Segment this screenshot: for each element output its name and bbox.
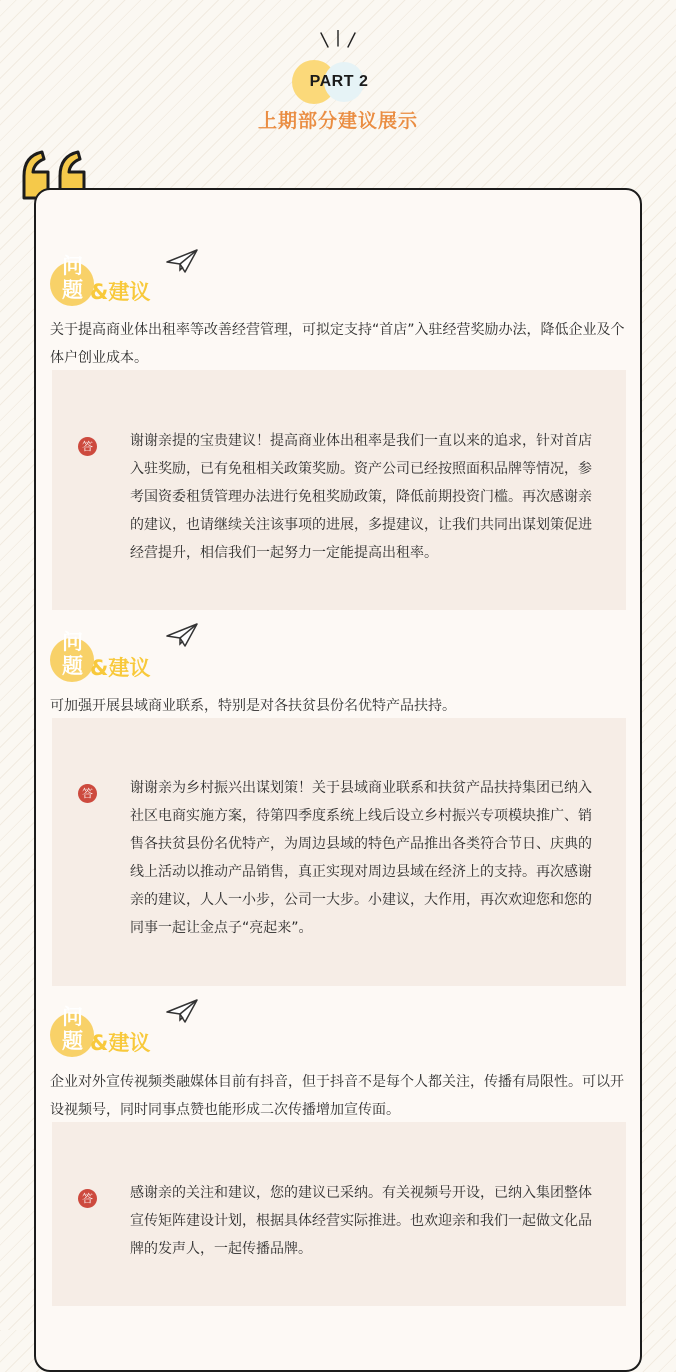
question-badge	[50, 630, 162, 686]
answer-icon: 答	[78, 784, 97, 803]
badge-char-wen: 问	[62, 254, 83, 278]
answer-icon: 答	[78, 437, 97, 456]
badge-char-wen: 问	[62, 630, 83, 654]
badge-char-ti: 题	[62, 1029, 83, 1053]
badge-suffix: &建议	[90, 656, 151, 680]
paper-plane-icon	[165, 998, 199, 1024]
question-badge	[50, 254, 162, 310]
question-text: 关于提高商业体出租率等改善经营管理，可拟定支持“首店”入驻经营奖励办法，降低企业及个体户创业成本。	[50, 322, 625, 366]
badge-char-ti: 题	[62, 654, 83, 678]
answer-panel	[52, 1122, 626, 1306]
paper-plane-icon	[165, 248, 199, 274]
sparkle-lines-icon	[318, 30, 358, 50]
answer-icon: 答	[78, 1189, 97, 1208]
question-text: 企业对外宣传视频类融媒体目前有抖音，但于抖音不是每个人都关注，传播有局限性。可以开设视频号，同时同事点赞也能形成二次传播增加宣传面。	[50, 1074, 624, 1118]
paper-plane-icon	[165, 622, 199, 648]
answer-text: 感谢亲的关注和建议，您的建议已采纳。有关视频号开设，已纳入集团整体宣传矩阵建设计划，根据具体经营实际推进。也欢迎亲和我们一起做文化品牌的发声人，一起传播品牌。	[130, 1185, 592, 1257]
question-badge	[50, 1005, 162, 1061]
section-title: 上期部分建议展示	[257, 110, 418, 132]
answer-panel	[52, 370, 626, 610]
answer-text: 谢谢亲为乡村振兴出谋划策！关于县域商业联系和扶贫产品扶持集团已纳入社区电商实施方案，待第四季度系统上线后设立乡村振兴专项模块推广、销售各扶贫县份名优特产，为周边县域的特色产品推出各类符合节日、庆典的线上活动以推动产品销售，真正实现对周边县域在经济上的支持。再次感谢亲的建议，人人一小步，公司一大步。小建议，大作用，再次欢迎您和您的同事一起让金点子“亮起来”。	[130, 780, 592, 936]
answer-text: 谢谢亲提的宝贵建议！提高商业体出租率是我们一直以来的追求，针对首店入驻奖励，已有免租相关政策奖励。资产公司已经按照面积品牌等情况，参考国资委租赁管理办法进行免租奖励政策，降低前期投资门槛。再次感谢亲的建议，也请继续关注该事项的进展，多提建议，让我们共同出谋划策促进经营提升，相信我们一起努力一定能提高出租率。	[130, 433, 592, 561]
question-text: 可加强开展县域商业联系，特别是对各扶贫县份名优特产品扶持。	[50, 698, 456, 714]
badge-suffix: &建议	[90, 1031, 151, 1055]
part-label-badge	[292, 60, 384, 104]
badge-suffix: &建议	[90, 280, 151, 304]
badge-char-wen: 问	[62, 1005, 83, 1029]
part-label: PART 2	[309, 73, 369, 90]
badge-char-ti: 题	[62, 278, 83, 302]
answer-panel	[52, 718, 626, 986]
